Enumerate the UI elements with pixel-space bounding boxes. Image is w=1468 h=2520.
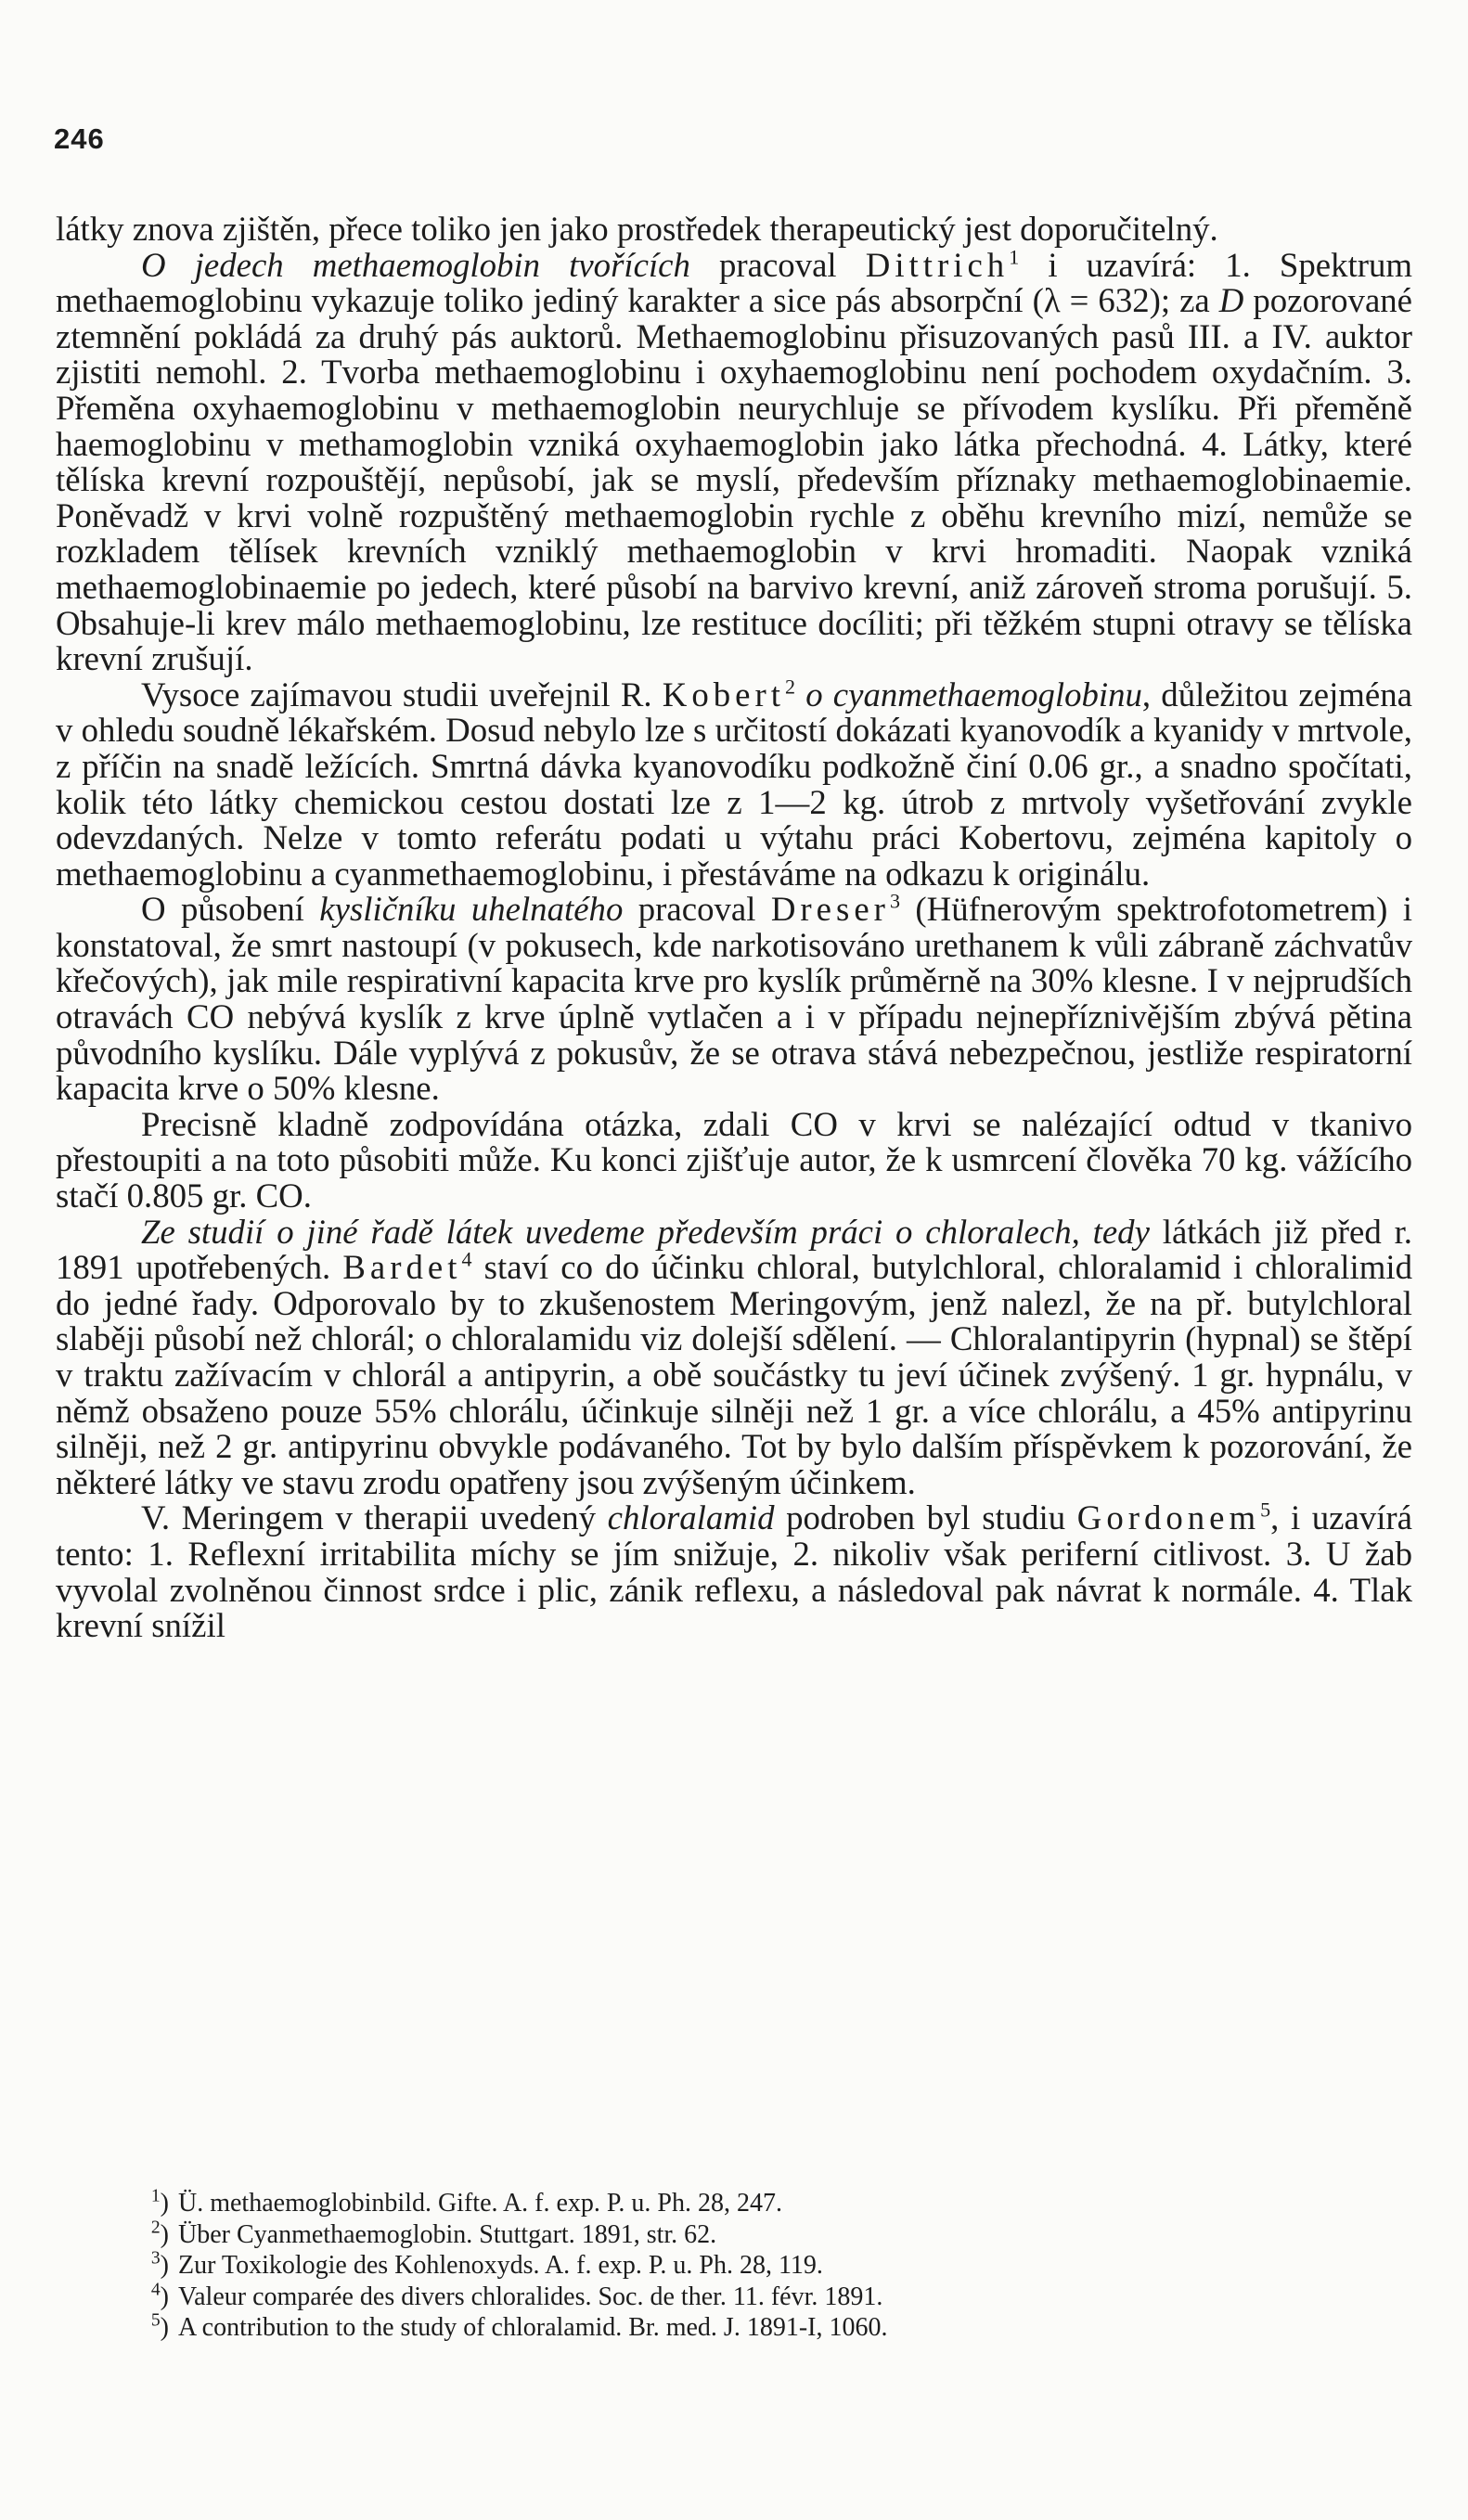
italic-text: D xyxy=(1218,281,1244,320)
footnotes xyxy=(137,2188,1409,2344)
paragraph-p3 xyxy=(56,677,1412,893)
footnote-text: Ü. methaemoglobinbild. Gifte. A. f. exp. P. u. Ph. 28, 247. xyxy=(178,2189,782,2218)
footnote-text: A contribution to the study of chloralamid. Br. med. J. 1891-I, 1060. xyxy=(178,2313,888,2342)
footnote-number: 1 xyxy=(150,2186,161,2206)
paragraph-p4 xyxy=(56,892,1412,1107)
footnote-ref: 2 xyxy=(784,675,796,699)
author-name: Bardet xyxy=(342,1248,462,1287)
footnote-mark: $^3$) xyxy=(150,2248,169,2280)
footnote-mark: $^5$) xyxy=(150,2310,169,2342)
footnote xyxy=(137,2188,1409,2219)
italic-text: kysličníku uhelnatého xyxy=(319,890,624,929)
text-run: Precisně kladně zodpovídána otázka, zdali CO v krvi se nalézající odtud v tkanivo přestoupiti a na toto působiti může. Ku konci zjišťuje autor, že k usmrcení člověka 70 kg. vážícího stačí 0.805 gr. CO. xyxy=(56,1104,1412,1215)
text-run: , důležitou zejména v ohledu soudně lékařském. Dosud nebylo lze s určitostí dokázati kyanovodík a kyanidy v mrtvole, z příčin na snadě ležících. Smrtná dávka kyanovodíku podkožně činí 0.06 gr., a snadno spočítati, kolik této látky chemickou cestou dostati lze z 1—2 kg. útrob z mrtvoly vyšetřování zvykle odevzdaných. Nelze v tomto referátu podati u výtahu práci Kobertovu, zejména kapitoly o methaemoglobinu a cyanmethaemoglobinu, i přestáváme na odkazu k originálu. xyxy=(56,675,1412,893)
italic-text: O jedech methaemoglobin tvořících xyxy=(141,245,690,284)
paragraph-p7 xyxy=(56,1500,1412,1643)
text-run: Vysoce zajímavou studii uveřejnil R. xyxy=(141,675,663,714)
author-name: Dreser xyxy=(770,890,890,929)
footnote-ref: 1 xyxy=(1009,245,1020,269)
paragraph-p6 xyxy=(56,1212,1413,1501)
text-run: V. Meringem v therapii uvedený xyxy=(141,1498,608,1537)
text-run: pozorované ztemnění pokládá za druhý pás auktorů. Methaemoglobinu přisuzovaných pasů III. a IV. auktor zjistiti nemohl. 2. Tvorba methaemoglobinu i oxyhaemoglobinu není pochodem oxydačním. 3. Přeměna oxyhaemoglobinu v methaemoglobin neurychluje se přívodem kyslíku. Při přeměně haemoglobinu v methamoglobin vzniká oxyhaemoglobin jako látka přechodná. 4. Látky, které tělíska krevní rozpouštějí, nepůsobí, jak se myslí, především příznaky methaemoglobinaemie. Poněvadž v krvi volně rozpuštěný methaemoglobin rychle z oběhu krevního mizí, nemůže se rozkladem tělísek krevních vzniklý methaemoglobin v krvi hromaditi. Naopak vzniká methaemoglobinaemie po jedech, které působí na barvivo krevní, aniž zároveň stroma porušují. 5. Obsahuje-li krev málo methaemoglobinu, lze restituce docíliti; při těžkém stupni otravy se tělíska krevní zrušují. xyxy=(56,281,1413,678)
text-run: látky znova zjištěn, přece toliko jen jako prostředek therapeutický jest doporučitelný. xyxy=(56,210,1218,248)
paragraph-p1 xyxy=(56,212,1412,248)
paragraph-p5 xyxy=(56,1104,1412,1215)
text-run: pracoval xyxy=(623,890,771,929)
footnote-number: 3 xyxy=(150,2248,161,2269)
footnote xyxy=(137,2250,1409,2282)
footnote-ref: 4 xyxy=(461,1247,472,1271)
italic-text: o cyanmethaemoglobinu xyxy=(805,675,1142,714)
italic-text: chloralamid xyxy=(607,1498,775,1537)
text-run: pracoval xyxy=(689,245,866,284)
text-run: i uzavírá: 1. Spektrum methaemoglobinu vykazuje toliko jediný karakter a sice pás absorpční (λ = 632); za xyxy=(56,245,1412,320)
text-run: podroben byl studiu xyxy=(774,1498,1077,1537)
text-run: , i uzavírá tento: 1. Reflexní irritabilita míchy se jím snižuje, 2. nikoliv však periferní citlivost. 3. U žab vyvolal zvolněnou činnost srdce i plic, zánik reflexu, a následoval pak návrat k normále. 4. Tlak krevní snížil xyxy=(56,1498,1413,1645)
footnote-number: 2 xyxy=(150,2218,161,2238)
footnote-mark: $^2$) xyxy=(150,2218,169,2249)
author-name: Dittrich xyxy=(865,245,1010,284)
text-run: staví co do účinku chloral, butylchloral, chloralamid i chloralimid do jedné řady. Odporovalo by to zkušenostem Meringovým, jenž nalezl, že na př. butylchloral slaběji působí než chlorál; o chloralamidu viz dolejší sdělení. — Chloralantipyrin (hypnal) se štěpí v traktu zažívacím v chlorál a antipyrin, a obě součástky tu jeví účinek zvýšený. 1 gr. hypnálu, v němž obsaženo pouze 55% chlorálu, účinkuje silněji než 1 gr. a více chlorálu, a 45% antipyrinu silněji, než 2 gr. antipyrinu obvykle podávaného. Tot by bylo dalším příspěvkem k pozorování, že některé látky ve stavu zrodu opatřeny jsou zvýšeným účinkem. xyxy=(56,1248,1412,1501)
footnote xyxy=(137,2282,1409,2313)
footnote-text: Über Cyanmethaemoglobin. Stuttgart. 1891, str. 62. xyxy=(178,2219,717,2249)
body-text xyxy=(56,212,1412,1644)
footnote-text: Valeur comparée des divers chloralides. Soc. de ther. 11. févr. 1891. xyxy=(178,2282,883,2311)
text-run: (Hüfnerovým spektrofotometrem) i konstatoval, že smrt nastoupí (v pokusech, kde narkotisováno urethanem k vůli zábraně záchvatův křečových), jak mile respirativní kapacita krve pro kyslík průměrně na 30% klesne. I v nejprudších otravách CO nebývá kyslík z krve úplně vytlačen a i v případu nejnepříznivějším zbývá pětina původního kyslíku. Dále vyplývá z pokusův, že se otrava stává nebezpečnou, jestliže respiratorní kapacita krve o 50% klesne. xyxy=(56,890,1412,1108)
text-run: O působení xyxy=(141,890,320,929)
footnote-number: 4 xyxy=(150,2280,161,2300)
footnote-mark: $^1$) xyxy=(150,2186,169,2218)
footnote xyxy=(137,2219,1409,2251)
footnote-ref: 3 xyxy=(889,890,900,914)
footnote-text: Zur Toxikologie des Kohlenoxyds. A. f. exp. P. u. Ph. 28, 119. xyxy=(178,2251,823,2280)
page-number: 246 xyxy=(54,122,105,155)
text-run xyxy=(795,675,805,714)
author-name: Gordonem xyxy=(1076,1498,1261,1537)
footnote-ref: 5 xyxy=(1260,1498,1271,1523)
footnote-number: 5 xyxy=(150,2310,161,2331)
text-run: látkách již před r. 1891 upotřebených. xyxy=(56,1212,1413,1287)
italic-text: Ze studií o jiné řadě látek uvedeme především práci o chloralech, tedy xyxy=(141,1212,1150,1251)
footnote-mark: $^4$) xyxy=(150,2280,169,2311)
paragraph-p2 xyxy=(56,245,1413,678)
footnote xyxy=(137,2312,1409,2344)
author-name: Kobert xyxy=(662,675,785,714)
